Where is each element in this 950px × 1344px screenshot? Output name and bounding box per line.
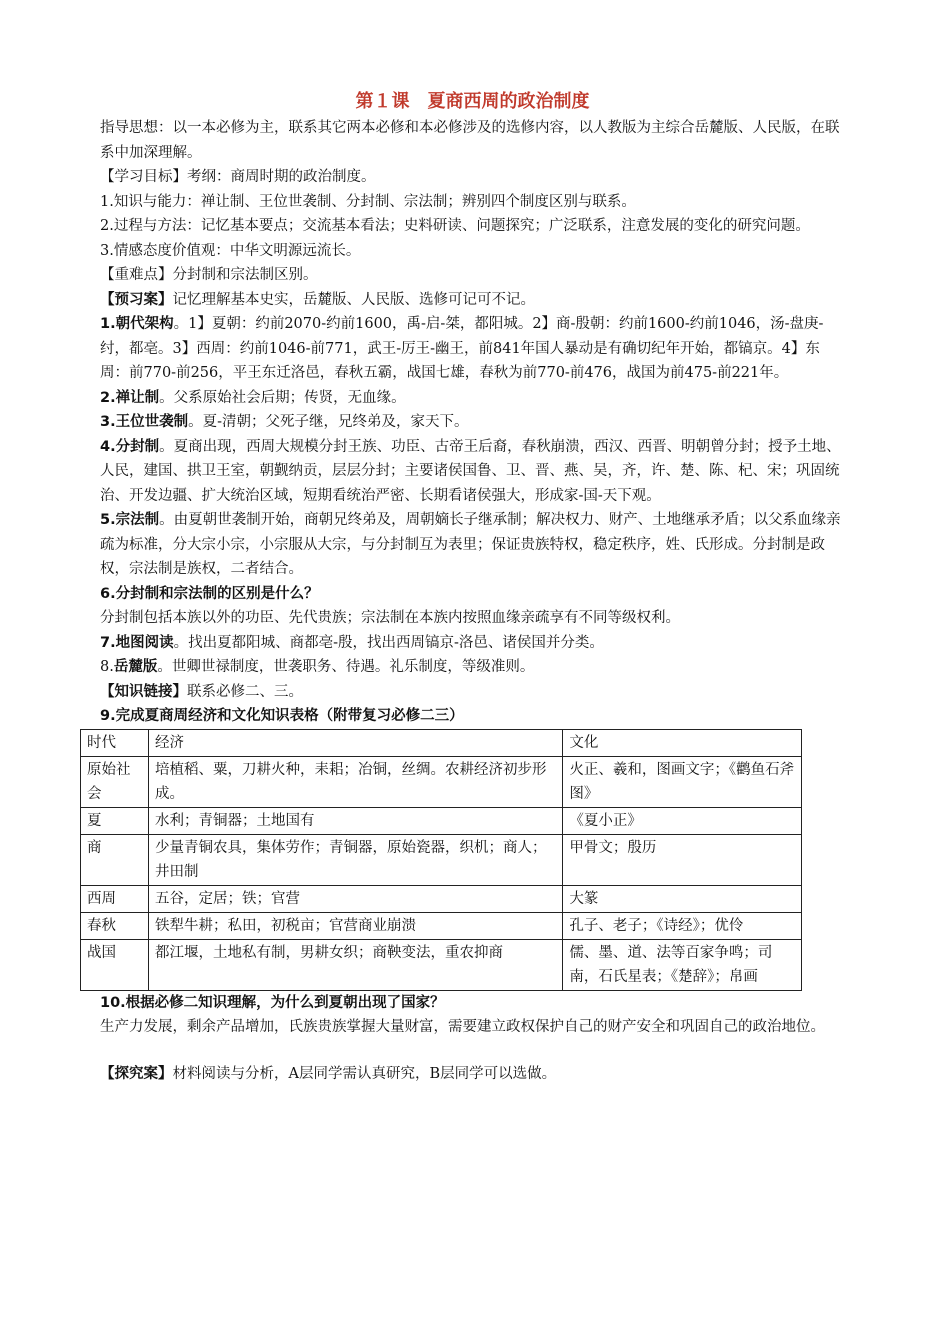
question-8 (100, 655, 845, 680)
table-header: 时代 (81, 729, 149, 756)
table-cell: 甲骨文；殷历 (563, 834, 802, 885)
goal-item: 3.情感态度价值观：中华文明源远流长。 (100, 242, 361, 259)
table-cell: 水利；青铜器；土地国有 (149, 807, 563, 834)
table-row (81, 756, 802, 807)
section-head: 1.朝代架构 (100, 316, 174, 332)
preview-text: 记忆理解基本史实，岳麓版、人民版、选修可记可不记。 (172, 291, 535, 308)
q8-num: 8. (100, 659, 114, 675)
explore-line (100, 1062, 845, 1087)
preview-label: 【预习案】 (100, 291, 173, 308)
table-cell: 儒、墨、道、法等百家争鸣；司南，石氏星表；《楚辞》；帛画 (563, 939, 802, 990)
table-header: 经济 (149, 729, 563, 756)
goals-text: 考纲：商周时期的政治制度。 (187, 169, 376, 185)
goal-item: 1.知识与能力：禅让制、王位世袭制、分封制、宗法制；辨别四个制度区别与联系。 (100, 193, 636, 210)
question-6: 6.分封制和宗法制的区别是什么？ (100, 585, 319, 602)
table-cell: 大篆 (563, 885, 802, 912)
table-cell: 西周 (81, 885, 149, 912)
table-header-row (81, 729, 802, 756)
table-cell: 春秋 (81, 912, 149, 939)
document-page (87, 90, 845, 1086)
section-head: 5.宗法制 (100, 512, 160, 528)
explore-label: 【探究案】 (100, 1065, 173, 1082)
table-cell: 原始社会 (81, 756, 149, 807)
section-text: 。1】夏朝：约前2070-约前1600，禹-启-桀，都阳城。2】商-殷朝：约前1600-约前1046，汤-盘庚-纣，都亳。3】西周：约前1046-前771，武王-厉王-幽王，前841年国人暴动是有确切纪年开始，都镐京。4】东周：前770-前256，平王东迁洛邑，春秋五霸，战国七雄，春秋为前770-前476，战国为前475-前221年。 (100, 316, 824, 381)
table-cell: 少量青铜农具，集体劳作；青铜器，原始瓷器，织机；商人；井田制 (149, 834, 563, 885)
section-hereditary (100, 410, 845, 435)
question-10: 10.根据必修二知识理解，为什么到夏朝出现了国家？ (100, 994, 445, 1011)
goals-label: 【学习目标】 (100, 169, 187, 185)
link-text: 联系必修二、三。 (187, 683, 303, 700)
table-cell: 战国 (81, 939, 149, 990)
link-line (100, 680, 845, 705)
table-cell: 火正、羲和，图画文字；《鹳鱼石斧图》 (563, 756, 802, 807)
question-9: 9.完成夏商周经济和文化知识表格（附带复习必修二三） (100, 708, 464, 724)
section-head: 3.王位世袭制 (100, 414, 189, 430)
answer-10: 生产力发展，剩余产品增加，氏族贵族掌握大量财富，需要建立政权保护自己的财产安全和巩固自己的政治地位。 (100, 1019, 825, 1035)
q7-text: 。找出夏都阳城、商都亳-殷，找出西周镐京-洛邑、诸侯国并分类。 (173, 634, 604, 651)
table-cell: 培植稻、粟，刀耕火种，耒耜；冶铜，丝绸。农耕经济初步形成。 (149, 756, 563, 807)
section-head: 2.禅让制 (100, 389, 160, 406)
keypoint-text: 分封制和宗法制区别。 (172, 267, 318, 283)
table-row (81, 912, 802, 939)
q8-head: 岳麓版 (113, 659, 158, 675)
table-row (81, 834, 802, 885)
table-cell: 孔子、老子；《诗经》；优伶 (563, 912, 802, 939)
table-cell: 铁犁牛耕；私田，初税亩；官营商业崩溃 (149, 912, 563, 939)
answer-6: 分封制包括本族以外的功臣、先代贵族；宗法制在本族内按照血缘亲疏享有不同等级权利。 (100, 610, 680, 626)
section-text: 。父系原始社会后期；传贤，无血缘。 (159, 389, 406, 406)
table-cell: 五谷，定居；铁；官营 (149, 885, 563, 912)
keypoint-label: 【重难点】 (100, 267, 173, 283)
page-title: 第１课 夏商西周的政治制度 (355, 91, 590, 112)
q8-text: 。世卿世禄制度，世袭职务、待遇。礼乐制度，等级准则。 (157, 659, 535, 675)
keypoint-line (100, 263, 845, 288)
table-cell: 《夏小正》 (563, 807, 802, 834)
table-header: 文化 (563, 729, 802, 756)
section-patriarchal (100, 508, 845, 582)
link-label: 【知识链接】 (100, 683, 187, 700)
question-7 (100, 631, 845, 656)
table-row (81, 885, 802, 912)
table-cell: 夏 (81, 807, 149, 834)
table-cell: 都江堰，土地私有制，男耕女织；商鞅变法，重农抑商 (149, 939, 563, 990)
spacer (100, 1040, 845, 1062)
table-row (81, 939, 802, 990)
section-abdication (100, 386, 845, 411)
table-cell: 商 (81, 834, 149, 885)
section-text: 。由夏朝世袭制开始，商朝兄终弟及，周朝嫡长子继承制；解决权力、财产、土地继承矛盾；以父系血缘亲疏为标准，分大宗小宗，小宗服从大宗，与分封制互为表里；保证贵族特权，稳定秩序，姓、氏形成。分封制是政权，宗法制是族权，二者结合。 (100, 512, 841, 577)
section-text: 。夏商出现，西周大规模分封王族、功臣、古帝王后裔，春秋崩溃，西汉、西晋、明朝曾分封；授予土地、人民，建国、拱卫王室，朝觐纳贡，层层分封；主要诸侯国鲁、卫、晋、燕、吴，齐，许、楚、陈、杞、宋；巩固统治、开发边疆、扩大统治区域，短期看统治严密、长期看诸侯强大，形成家-国-天下观。 (100, 438, 841, 504)
section-enfeoffment (100, 435, 845, 509)
goals-line (100, 165, 845, 190)
goal-item: 2.过程与方法：记忆基本要点；交流基本看法；史料研读、问题探究；广泛联系，注意发展的变化的研究问题。 (100, 218, 810, 234)
table-row (81, 807, 802, 834)
preview-line (100, 288, 845, 313)
section-head: 4.分封制 (100, 438, 160, 455)
guide-paragraph: 指导思想：以一本必修为主，联系其它两本必修和本必修涉及的选修内容，以人教版为主综合岳麓版、人民版，在联系中加深理解。 (100, 120, 840, 161)
explore-text: 材料阅读与分析，A层同学需认真研究，B层同学可以选做。 (172, 1065, 557, 1082)
q7-head: 7.地图阅读 (100, 634, 174, 651)
section-dynasty (100, 312, 845, 386)
section-text: 。夏-清朝；父死子继，兄终弟及，家天下。 (188, 414, 469, 430)
knowledge-table (80, 729, 802, 991)
